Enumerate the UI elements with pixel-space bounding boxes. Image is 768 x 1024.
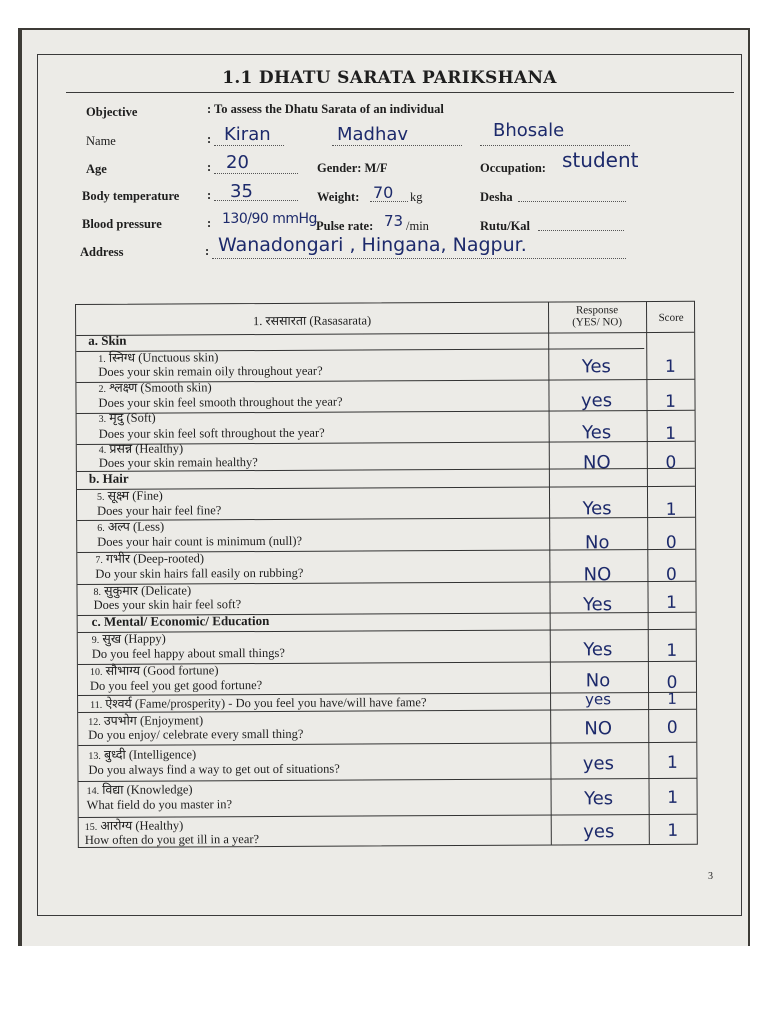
response-answer: yes [583,821,615,843]
objective-text: : To assess the Dhatu Sarata of an individual [207,102,444,116]
response-answer: Yes [583,639,613,661]
item-question: How often do you get ill in a year? [84,832,260,847]
name-first: Kiran [224,124,271,145]
name-last: Bhosale [493,120,565,141]
item-name [88,745,196,763]
item-number: 4. [98,444,107,456]
item-title: श्लक्ष्ण (Smooth skin) [109,380,212,395]
bp-colon: : [207,216,212,230]
item-question: Does your skin hair feel soft? [93,597,242,612]
item-name [85,816,184,834]
response-answer: Yes [582,422,612,444]
item-title: सौभाग्य (Good fortune) [105,663,219,678]
name-label: Name [86,134,116,148]
occupation-value: student [562,148,639,172]
score-value: 1 [665,391,676,412]
rasasarata-table [75,301,698,848]
rutu-kal-label: Rutu/Kal [480,219,531,233]
section-skin: a. Skin [88,332,127,348]
score-value: 1 [667,787,679,808]
name-middle-dots [332,145,462,146]
response-header-line2: (YES/ NO) [572,316,623,329]
item-name [97,518,164,535]
item-question: Does your skin remain oily throughout year? [98,363,323,379]
address-dots [212,258,626,259]
section-hair: b. Hair [88,470,129,486]
item-number: 13. [88,750,101,762]
blood-pressure-label: Blood pressure [82,217,162,231]
item-title: अल्प (Less) [107,519,165,534]
response-answer: Yes [584,788,614,810]
score-value: 1 [664,356,676,377]
response-answer: NO [584,718,613,740]
address-value: Wanadongari , Hingana, Nagpur. [218,234,527,256]
age-label: Age [86,162,107,176]
table-header-score: Score [658,311,684,324]
table-header-response [548,304,646,329]
score-value: 1 [667,820,679,841]
item-number: 15. [84,821,98,833]
gender-label: Gender: M/F [317,161,388,175]
response-answer: NO [583,564,612,586]
pulse-rate-unit: /min [406,219,429,233]
item-title: विद्या (Knowledge) [102,782,193,797]
item-question: Do your skin hairs fall easily on rubbing? [95,565,304,581]
temperature-colon: : [207,188,212,202]
item-title: सुकुमार (Delicate) [104,583,192,598]
item-title: उपभोग (Enjoyment) [103,713,204,728]
row-divider [77,486,695,490]
item-question: Does your skin feel smooth throughout the year? [98,394,343,410]
item-question: Does your skin remain healthy? [98,455,258,470]
score-value: 0 [666,672,678,693]
item-title: स्निग्ध (Unctuous skin) [108,350,219,365]
response-answer: Yes [582,498,612,520]
score-value: 1 [665,499,677,520]
item-name [98,378,211,396]
page-number: 3 [708,871,713,882]
item-name [95,549,204,567]
item-number: 2. [98,383,106,395]
item-question: What field do you master in? [86,797,233,812]
item-name [90,661,219,679]
item-name [86,780,192,798]
score-value: 0 [666,717,678,738]
item-title: सुख (Happy) [102,631,166,646]
desha-dots [518,201,626,202]
item-number: 1. [98,353,106,365]
item-question: Does your hair feel fine? [97,503,222,518]
score-value: 1 [665,423,677,444]
address-label: Address [80,245,124,259]
body-temperature-label: Body temperature [82,189,180,203]
table-header-title: 1. रससारता (Rasasarata) [252,313,372,329]
header-divider [76,332,694,336]
body-temperature-value: 35 [230,181,253,202]
item-title: गभीर (Deep-rooted) [105,551,205,566]
age-colon: : [207,160,212,174]
response-answer: No [584,532,610,554]
response-answer: yes [585,690,612,709]
item-number: 12. [88,716,101,728]
blood-pressure-value: 130/90 mmHg [222,211,317,227]
item-title: प्रसन्न (Healthy) [109,441,184,456]
response-answer: yes [582,753,615,775]
desha-label: Desha [480,190,513,204]
item-number: 6. [97,522,105,534]
item-number: 5. [96,491,105,503]
address-colon: : [205,244,210,258]
age-value: 20 [226,152,249,173]
item-number: 7. [95,554,103,566]
item-name [90,693,426,712]
weight-label: Weight: [317,190,360,204]
item-number: 10. [89,666,103,678]
occupation-label: Occupation: [480,161,546,175]
item-name [98,348,218,366]
score-value: 1 [666,640,678,661]
item-name [92,630,166,647]
item-number: 8. [93,586,102,598]
response-header-line1: Response [575,304,619,317]
name-colon: : [207,132,212,146]
name-middle: Madhav [337,124,409,145]
item-number: 14. [86,785,100,797]
item-question: Do you enjoy/ celebrate every small thing? [88,726,304,742]
name-last-dots [480,145,630,146]
rutu-kal-dots [538,230,624,231]
item-number: 9. [91,634,100,646]
item-name [99,409,156,426]
item-question: Do you always find a way to get out of situations? [88,761,340,777]
item-title: ऐश्वर्य (Fame/prosperity) - Do you feel you have/will have fame? [105,695,427,711]
age-dots [214,173,298,174]
item-name [99,439,183,456]
title-underline [66,92,734,93]
score-value: 0 [665,532,677,553]
item-title: सूक्ष्म (Fine) [107,488,163,503]
score-value: 0 [665,452,677,473]
item-name [93,581,191,599]
weight-value: 70 [373,183,394,202]
item-question: Does your hair count is minimum (null)? [97,533,303,549]
item-number: 3. [98,413,107,425]
item-question: Does your skin feel soft throughout the year? [98,425,325,441]
response-answer: No [585,670,611,692]
response-answer: Yes [581,356,611,378]
weight-unit: kg [410,190,423,204]
item-title: बुध्दी (Intelligence) [103,747,197,762]
temperature-dots [214,200,298,201]
response-answer: yes [580,390,613,412]
pulse-rate-value: 73 [384,212,404,230]
item-question: Do you feel you get good fortune? [89,678,263,693]
item-name [88,711,203,729]
item-question: Do you feel happy about small things? [91,645,285,661]
form-title: 1.1 DHATU SARATA PARIKSHANA [222,68,557,88]
score-value: 1 [666,752,678,773]
item-title: आरोग्य (Healthy) [100,818,184,833]
section-mental-economic-education: c. Mental/ Economic/ Education [91,612,270,629]
item-number: 11. [90,699,103,711]
name-first-dots [214,145,284,146]
response-answer: Yes [582,594,613,616]
response-answer: NO [582,452,611,474]
score-value: 1 [667,689,677,708]
item-name [97,487,163,504]
pulse-rate-label: Pulse rate: [316,219,374,233]
item-title: मृदु (Soft) [109,410,156,425]
score-value: 0 [665,564,677,585]
objective-label: Objective [86,105,138,119]
score-value: 1 [666,592,678,613]
